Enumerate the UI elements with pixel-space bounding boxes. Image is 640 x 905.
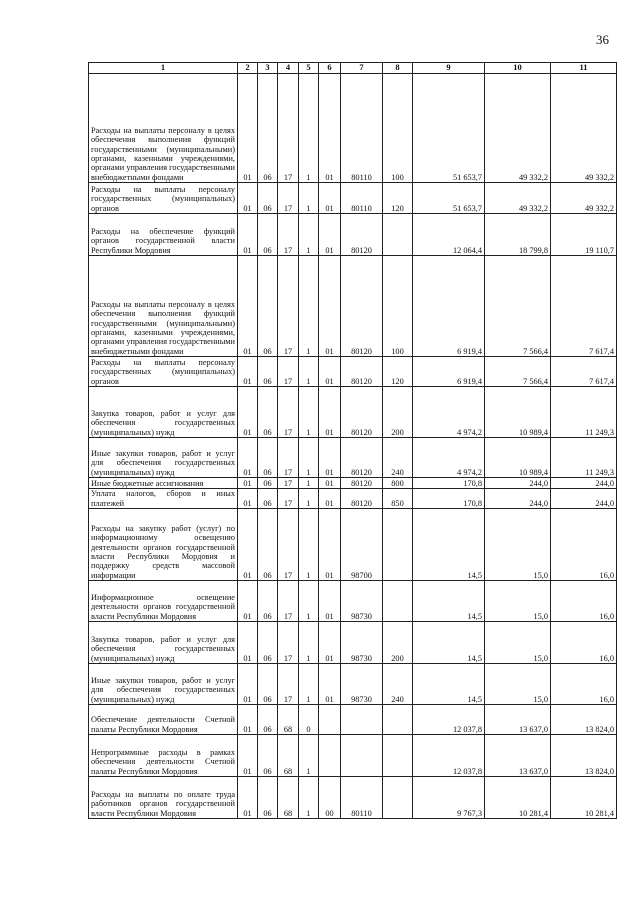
cell-code: 06 <box>258 489 278 509</box>
cell-code: 68 <box>278 705 299 735</box>
table-row <box>89 664 617 705</box>
cell-code: 01 <box>319 74 341 183</box>
cell-amount: 14,5 <box>413 664 485 705</box>
cell-code: 17 <box>278 214 299 256</box>
cell-amount: 9 767,3 <box>413 777 485 819</box>
cell-code: 1 <box>299 664 319 705</box>
cell-amount: 12 064,4 <box>413 214 485 256</box>
cell-code: 80120 <box>341 387 383 438</box>
cell-amount: 10 989,4 <box>485 387 551 438</box>
cell-code: 06 <box>258 581 278 622</box>
cell-amount: 16,0 <box>551 581 617 622</box>
cell-code: 17 <box>278 509 299 581</box>
cell-code: 01 <box>238 438 258 478</box>
cell-amount: 15,0 <box>485 581 551 622</box>
table-row <box>89 622 617 664</box>
cell-code: 06 <box>258 622 278 664</box>
cell-code: 01 <box>238 183 258 214</box>
cell-code: 01 <box>238 256 258 357</box>
cell-code: 01 <box>319 438 341 478</box>
cell-code: 1 <box>299 478 319 489</box>
cell-amount: 7 617,4 <box>551 256 617 357</box>
cell-code: 01 <box>319 357 341 387</box>
cell-amount: 170,8 <box>413 489 485 509</box>
cell-amount: 16,0 <box>551 622 617 664</box>
cell-code: 06 <box>258 74 278 183</box>
cell-code: 1 <box>299 74 319 183</box>
cell-code: 17 <box>278 357 299 387</box>
row-description: Расходы на выплаты по оплате труда работников органов государственной власти Республики Мордовия <box>89 777 238 819</box>
cell-code: 17 <box>278 183 299 214</box>
cell-code: 06 <box>258 387 278 438</box>
cell-code: 06 <box>258 438 278 478</box>
col-header: 2 <box>238 63 258 74</box>
cell-code <box>383 581 413 622</box>
cell-code: 06 <box>258 509 278 581</box>
cell-amount: 14,5 <box>413 581 485 622</box>
cell-code: 80120 <box>341 489 383 509</box>
table-row <box>89 183 617 214</box>
table-row <box>89 438 617 478</box>
cell-amount: 11 249,3 <box>551 387 617 438</box>
cell-code: 68 <box>278 735 299 777</box>
cell-code: 01 <box>238 357 258 387</box>
cell-code: 80110 <box>341 74 383 183</box>
cell-amount: 13 824,0 <box>551 735 617 777</box>
cell-code: 01 <box>319 478 341 489</box>
cell-code: 1 <box>299 183 319 214</box>
col-header: 10 <box>485 63 551 74</box>
cell-amount: 49 332,2 <box>551 183 617 214</box>
cell-code: 01 <box>238 581 258 622</box>
cell-code: 1 <box>299 622 319 664</box>
cell-code <box>383 777 413 819</box>
cell-code: 01 <box>238 777 258 819</box>
cell-code <box>319 735 341 777</box>
cell-code: 98730 <box>341 664 383 705</box>
table-row <box>89 256 617 357</box>
row-description: Непрограммные расходы в рамках обеспечения деятельности Счетной палаты Республики Мордовия <box>89 735 238 777</box>
cell-amount: 16,0 <box>551 664 617 705</box>
row-description: Расходы на выплаты персоналу государственных (муниципальных) органов <box>89 183 238 214</box>
cell-code: 17 <box>278 489 299 509</box>
cell-code: 01 <box>319 489 341 509</box>
cell-code: 06 <box>258 256 278 357</box>
cell-code: 850 <box>383 489 413 509</box>
cell-code: 17 <box>278 387 299 438</box>
table-row <box>89 357 617 387</box>
cell-code: 1 <box>299 256 319 357</box>
cell-code: 120 <box>383 183 413 214</box>
cell-code: 06 <box>258 735 278 777</box>
cell-code: 1 <box>299 509 319 581</box>
cell-code: 17 <box>278 74 299 183</box>
cell-code: 17 <box>278 478 299 489</box>
table-row <box>89 705 617 735</box>
cell-code: 1 <box>299 735 319 777</box>
cell-code: 80110 <box>341 183 383 214</box>
cell-code: 06 <box>258 478 278 489</box>
cell-amount: 10 281,4 <box>485 777 551 819</box>
cell-amount: 49 332,2 <box>551 74 617 183</box>
cell-code: 01 <box>319 509 341 581</box>
cell-code <box>341 735 383 777</box>
cell-amount: 13 637,0 <box>485 735 551 777</box>
col-header: 3 <box>258 63 278 74</box>
cell-code: 01 <box>319 664 341 705</box>
cell-code: 01 <box>238 664 258 705</box>
budget-table <box>88 62 617 819</box>
cell-code: 01 <box>238 735 258 777</box>
cell-code <box>383 214 413 256</box>
cell-amount: 7 566,4 <box>485 357 551 387</box>
cell-code: 01 <box>238 705 258 735</box>
cell-code: 800 <box>383 478 413 489</box>
cell-code: 100 <box>383 256 413 357</box>
cell-code: 80120 <box>341 214 383 256</box>
cell-code: 120 <box>383 357 413 387</box>
cell-code <box>383 735 413 777</box>
cell-amount: 14,5 <box>413 509 485 581</box>
cell-code: 98730 <box>341 581 383 622</box>
cell-code: 01 <box>319 622 341 664</box>
cell-code: 06 <box>258 214 278 256</box>
cell-code: 1 <box>299 387 319 438</box>
cell-code: 17 <box>278 581 299 622</box>
cell-code: 98700 <box>341 509 383 581</box>
row-description: Расходы на обеспечение функций органов государственной власти Республики Мордовия <box>89 214 238 256</box>
row-description: Иные закупки товаров, работ и услуг для обеспечения государственных (муниципальных) нужд <box>89 438 238 478</box>
cell-amount: 244,0 <box>551 478 617 489</box>
row-description: Иные закупки товаров, работ и услуг для обеспечения государственных (муниципальных) нужд <box>89 664 238 705</box>
cell-code: 100 <box>383 74 413 183</box>
cell-code: 17 <box>278 256 299 357</box>
cell-code <box>383 509 413 581</box>
page-number: 36 <box>596 32 609 47</box>
row-description: Информационное освещение деятельности органов государственной власти Республики Мордовия <box>89 581 238 622</box>
cell-code: 01 <box>238 387 258 438</box>
table-row <box>89 478 617 489</box>
row-description: Закупка товаров, работ и услуг для обеспечения государственных (муниципальных) нужд <box>89 387 238 438</box>
cell-code: 01 <box>238 214 258 256</box>
cell-code: 01 <box>319 214 341 256</box>
cell-amount: 244,0 <box>551 489 617 509</box>
cell-amount: 244,0 <box>485 489 551 509</box>
row-description: Расходы на выплаты персоналу в целях обеспечения выполнения функций государственными (муниципальными) органами, казенными учреждениями, органами управления государственными внебюджетными фондами <box>89 74 238 183</box>
cell-code: 1 <box>299 214 319 256</box>
cell-code: 01 <box>238 478 258 489</box>
col-header: 6 <box>319 63 341 74</box>
col-header: 7 <box>341 63 383 74</box>
col-header: 9 <box>413 63 485 74</box>
cell-amount: 15,0 <box>485 509 551 581</box>
cell-code: 0 <box>299 705 319 735</box>
row-description: Обеспечение деятельности Счетной палаты Республики Мордовия <box>89 705 238 735</box>
cell-amount: 10 989,4 <box>485 438 551 478</box>
cell-code: 01 <box>238 74 258 183</box>
cell-amount: 13 637,0 <box>485 705 551 735</box>
row-description: Расходы на выплаты персоналу государственных (муниципальных) органов <box>89 357 238 387</box>
cell-amount: 49 332,2 <box>485 74 551 183</box>
cell-code: 1 <box>299 438 319 478</box>
col-header: 1 <box>89 63 238 74</box>
cell-code: 1 <box>299 581 319 622</box>
cell-code: 17 <box>278 664 299 705</box>
cell-code: 200 <box>383 387 413 438</box>
cell-amount: 244,0 <box>485 478 551 489</box>
cell-code: 80120 <box>341 478 383 489</box>
cell-amount: 13 824,0 <box>551 705 617 735</box>
cell-code: 80120 <box>341 438 383 478</box>
row-description: Уплата налогов, сборов и иных платежей <box>89 489 238 509</box>
cell-code: 01 <box>319 387 341 438</box>
cell-code: 06 <box>258 357 278 387</box>
table-row <box>89 509 617 581</box>
cell-code: 80120 <box>341 256 383 357</box>
cell-amount: 18 799,8 <box>485 214 551 256</box>
cell-code: 80120 <box>341 357 383 387</box>
table-row <box>89 777 617 819</box>
cell-amount: 7 617,4 <box>551 357 617 387</box>
cell-code <box>319 705 341 735</box>
table-row <box>89 214 617 256</box>
cell-amount: 10 281,4 <box>551 777 617 819</box>
cell-code: 01 <box>238 509 258 581</box>
table-row <box>89 581 617 622</box>
cell-code: 06 <box>258 705 278 735</box>
cell-code: 68 <box>278 777 299 819</box>
cell-code: 01 <box>319 581 341 622</box>
col-header: 8 <box>383 63 413 74</box>
cell-amount: 4 974,2 <box>413 438 485 478</box>
cell-amount: 7 566,4 <box>485 256 551 357</box>
cell-code <box>383 705 413 735</box>
cell-code: 17 <box>278 622 299 664</box>
cell-code: 200 <box>383 622 413 664</box>
cell-amount: 4 974,2 <box>413 387 485 438</box>
row-description: Расходы на выплаты персоналу в целях обеспечения выполнения функций государственными (муниципальными) органами, казенными учреждениями, органами управления государственными внебюджетными фондами <box>89 256 238 357</box>
cell-amount: 15,0 <box>485 664 551 705</box>
col-header: 11 <box>551 63 617 74</box>
col-header: 4 <box>278 63 299 74</box>
cell-amount: 51 653,7 <box>413 74 485 183</box>
cell-code: 98730 <box>341 622 383 664</box>
cell-amount: 12 037,8 <box>413 735 485 777</box>
cell-amount: 49 332,2 <box>485 183 551 214</box>
cell-code: 17 <box>278 438 299 478</box>
table-row <box>89 735 617 777</box>
cell-code: 01 <box>238 489 258 509</box>
col-header: 5 <box>299 63 319 74</box>
cell-amount: 6 919,4 <box>413 256 485 357</box>
cell-code: 00 <box>319 777 341 819</box>
cell-code: 06 <box>258 664 278 705</box>
cell-code: 01 <box>319 183 341 214</box>
table-row <box>89 74 617 183</box>
cell-code: 1 <box>299 357 319 387</box>
cell-amount: 14,5 <box>413 622 485 664</box>
cell-amount: 12 037,8 <box>413 705 485 735</box>
cell-code: 80110 <box>341 777 383 819</box>
cell-code: 01 <box>238 622 258 664</box>
cell-code: 01 <box>319 256 341 357</box>
cell-amount: 6 919,4 <box>413 357 485 387</box>
row-description: Закупка товаров, работ и услуг для обеспечения государственных (муниципальных) нужд <box>89 622 238 664</box>
cell-amount: 170,8 <box>413 478 485 489</box>
table-row <box>89 387 617 438</box>
cell-code <box>341 705 383 735</box>
cell-code: 240 <box>383 438 413 478</box>
cell-code: 06 <box>258 777 278 819</box>
row-description: Иные бюджетные ассигнования <box>89 478 238 489</box>
row-description: Расходы на закупку работ (услуг) по информационному освещению деятельности органов государственной власти Республики Мордовия и поддержку средств массовой информации <box>89 509 238 581</box>
table-row <box>89 489 617 509</box>
cell-amount: 16,0 <box>551 509 617 581</box>
cell-amount: 19 110,7 <box>551 214 617 256</box>
cell-code: 1 <box>299 489 319 509</box>
cell-amount: 51 653,7 <box>413 183 485 214</box>
cell-code: 06 <box>258 183 278 214</box>
header-row <box>89 63 617 74</box>
cell-code: 1 <box>299 777 319 819</box>
cell-code: 240 <box>383 664 413 705</box>
cell-amount: 11 249,3 <box>551 438 617 478</box>
cell-amount: 15,0 <box>485 622 551 664</box>
